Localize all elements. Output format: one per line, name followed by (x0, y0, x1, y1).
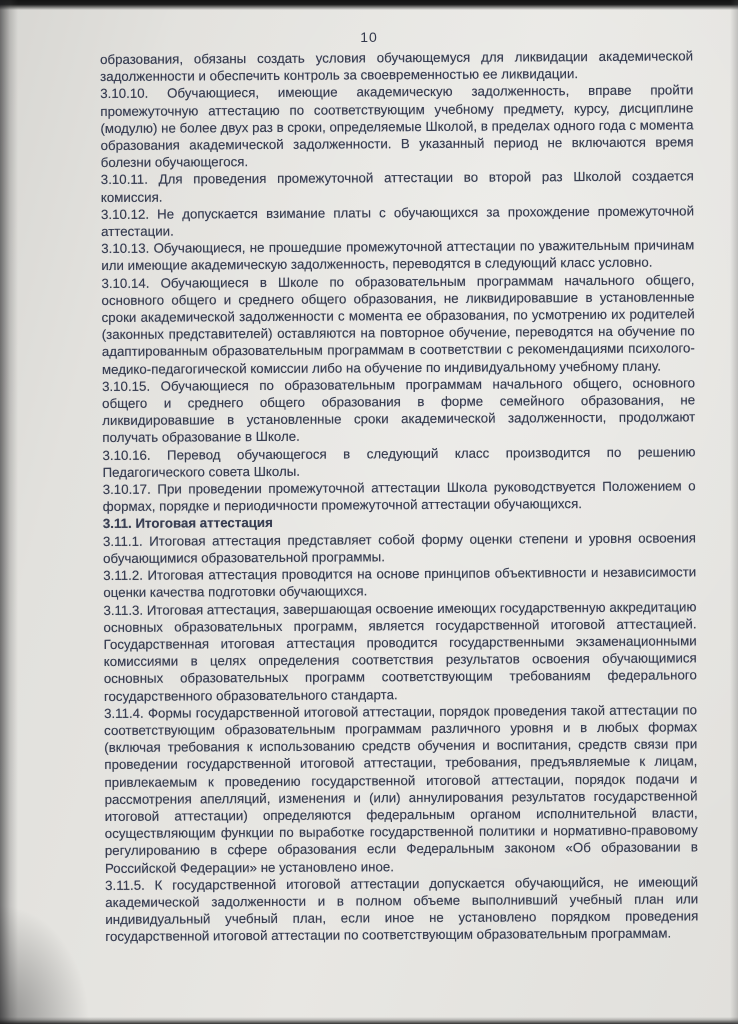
paragraph: 3.10.14. Обучающиеся в Школе по образовательным программам начального общего, основного общего и среднего общего образования, не ликвидировавшие в установленные сроки академической задолженности с момента ее образования, по усмотрению их родителей (законных представителей) оставляются на повторное обучение, переводятся на обучение по адаптированным образовательным программам в соответствии с рекомендациями психолого-медико-педагогической комиссии либо на обучение по индивидуальному учебному плану. (101, 272, 695, 377)
paragraph: 3.11.1. Итоговая аттестация представляет собой форму оценки степени и уровня освоения обучающимися образовательной программы. (102, 530, 697, 566)
scan-corner-shadow (0, 904, 90, 1024)
scan-edge-right (730, 0, 738, 1024)
section-heading: 3.11. Итоговая аттестация (102, 515, 273, 532)
paragraph: 3.11.4. Формы государственной итоговой аттестации, порядок проведения такой аттестации по соответствующим образовательным программам различного уровня и в любых формах (включая требования к использованию средств обучения и воспитания, средств связи при проведении государственной итоговой аттестации, требования, предъявляемые к лицам, привлекаемым к проведению государственной итоговой аттестации, порядок подачи и рассмотрения апелляций, изменения и (или) аннулирования результатов государственной итоговой аттестации) определяются федеральным органом исполнительной власти, осуществляющим функции по выработке государственной политики и нормативно-правовому регулированию в сфере образования если Федеральным законом «Об образовании в Российской Федерации» не установлено иное. (103, 702, 698, 876)
paragraph: 3.10.10. Обучающиеся, имеющие академическую задолженность, вправе пройти промежуточную аттестацию по соответствующим учебному предмету, курсу, дисциплине (модулю) не более двух раз в сроки, определяемые Школой, в пределах одного года с момента образования академической задолженности. В указанный период не включаются время болезни обучающегося. (100, 82, 694, 171)
paragraph: 3.11.2. Итоговая аттестация проводится на основе принципов объективности и независимости оценки качества подготовки обучающихся. (103, 564, 697, 601)
scan-edge-top (0, 0, 738, 10)
paragraph: 3.10.16. Перевод обучающегося в следующий класс производится по решению Педагогического совета Школы. (102, 444, 696, 480)
document-text (100, 47, 698, 945)
paragraph: 3.10.17. При проведении промежуточной аттестации Школа руководствуется Положением о формах, порядке и периодичности промежуточной аттестации обучающихся. (102, 478, 696, 515)
scan-edge-left (0, 0, 18, 1024)
paragraph: образования, обязаны создать условия обучающемуся для ликвидации академической задолженности и обеспечить контроль за своевременностью ее ликвидации. (100, 48, 694, 85)
paragraph: 3.11.5. К государственной итоговой аттестации допускается обучающийся, не имеющий академической задолженности и в полном объеме выполнивший учебный план или индивидуальный учебный план, если иное не установлено порядком проведения государственной итоговой аттестации по соответствующим образовательным программам. (105, 874, 699, 945)
paragraph: 3.10.11. Для проведения промежуточной аттестации во второй раз Школой создается комиссия. (100, 168, 694, 205)
paragraph: 3.10.15. Обучающиеся по образовательным программам начального общего, основного общего и среднего общего образования в форме семейного образования, не ликвидировавшие в установленные сроки академической задолженности, продолжают получать образование в Школе. (102, 375, 696, 446)
scan-edge-bottom (0, 1017, 738, 1024)
paragraph: 3.10.12. Не допускается взимание платы с обучающихся за прохождение промежуточной аттестации. (100, 203, 695, 240)
page-number: 10 (360, 29, 378, 45)
paragraph: 3.10.13. Обучающиеся, не прошедшие промежуточной аттестации по уважительным причинам или имеющие академическую задолженность, переводятся в следующий класс условно. (101, 237, 695, 274)
paragraph: 3.11.3. Итоговая аттестация, завершающая освоение имеющих государственную аккредитацию основных образовательных программ, является государственной итоговой аттестацией. Государственная итоговая аттестация проводится государственными экзаменационными комиссиями в целях определения соответствия результатов освоения обучающимися основных образовательных программ соответствующим требованиям федерального государственного образовательного стандарта. (103, 598, 697, 704)
